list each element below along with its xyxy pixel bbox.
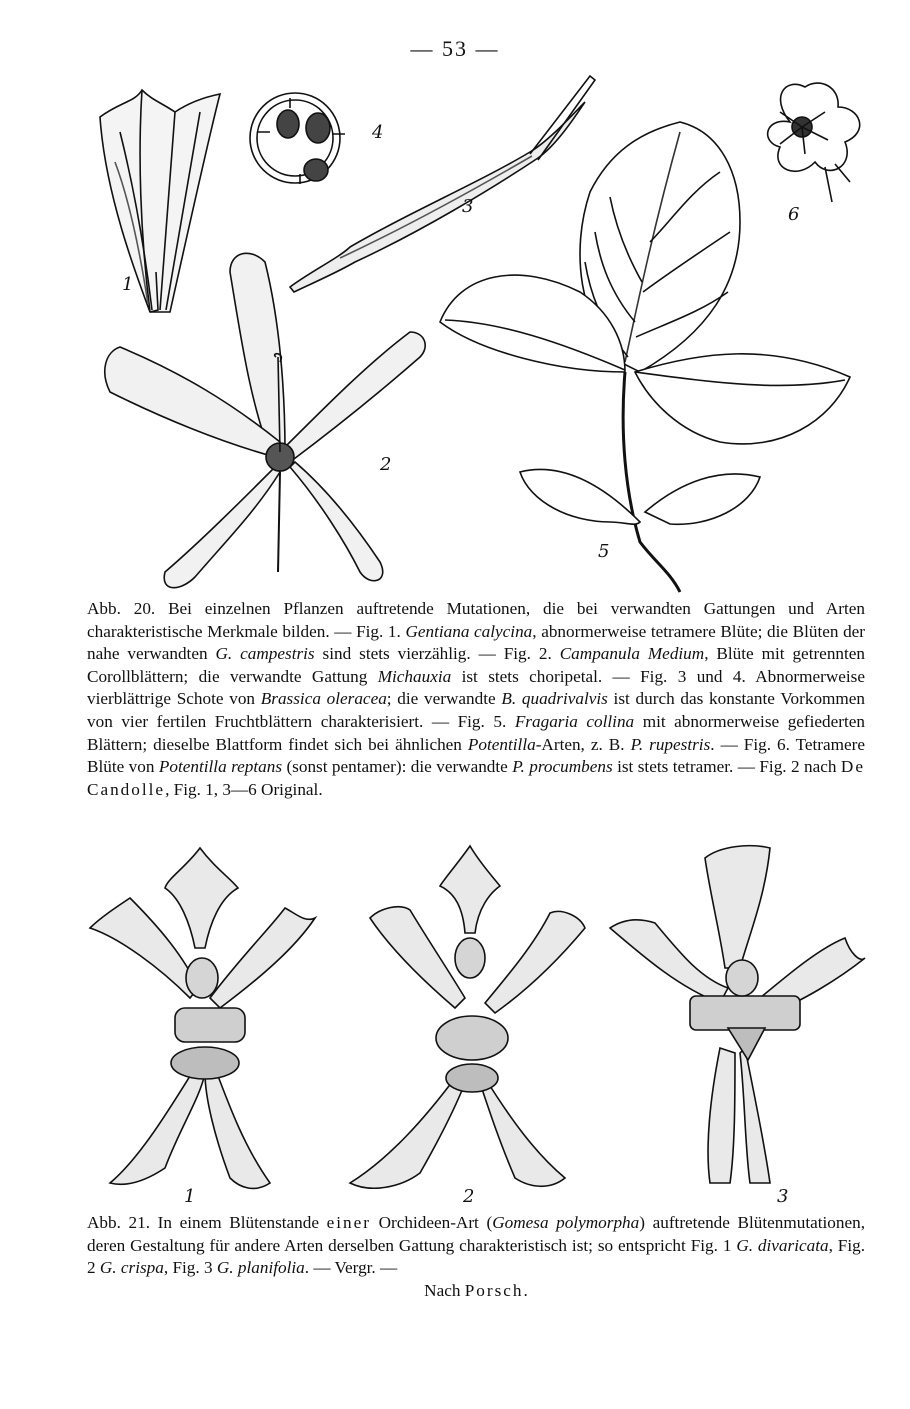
caption21-part: Nach (424, 1280, 465, 1300)
strawberry-leaf-drawing (440, 122, 850, 592)
caption21-part: . — Vergr. — (304, 1258, 398, 1278)
caption20-taxon: Campanula Medium (559, 644, 705, 664)
pod-drawing (290, 76, 595, 292)
caption20-part: -Arten, z. B. (535, 734, 631, 754)
fig21-label-1: 1 (184, 1186, 196, 1207)
caption21-part: ) auftretende Blütenmutationen, deren Gestaltung für andere Arten derselben Gattung charakteristisch ist; so entspricht Fig. 1 (87, 1213, 865, 1255)
caption21-taxon: G. planifolia (216, 1258, 305, 1278)
caption21-part: Abb. 21. In einem Blütenstande (87, 1213, 327, 1232)
caption20-part: , Blüte mit getrennten Corollblättern; die verwandte Gattung (87, 644, 866, 686)
orchid-flower-1-drawing (90, 848, 315, 1188)
caption20-author: De Candolle (87, 757, 865, 799)
caption20-taxon: Gentiana calycina (405, 621, 533, 641)
caption21-taxon: G. divaricata (736, 1235, 829, 1255)
page-number: — 53 — (410, 36, 500, 61)
figure-21-drawing (80, 838, 870, 1208)
caption20-part: , abnormerweise tetramere Blüte; die Blüten der nahe verwandten (87, 621, 866, 664)
caption20-part: Abb. 20. Bei einzelnen Pflanzen auftretende Mutationen, die bei verwandten Gattungen und Arten charakteristische Merkmale bilden. — Fig. 1. (87, 599, 865, 641)
fig20-label-3: 3 (462, 196, 474, 217)
caption20-taxon: Potentilla reptans (158, 757, 283, 777)
caption20-taxon: Brassica oleracea (260, 689, 387, 709)
fig20-label-2: 2 (380, 454, 392, 475)
caption20-part: sind stets vierzählig. — Fig. 2. (314, 644, 560, 664)
caption21-taxon: Gomesa polymorpha (492, 1213, 640, 1232)
caption20-part: mit abnormerweise gefiederten Blättern; dieselbe Blattform findet sich bei ähnlichen (87, 711, 866, 754)
caption20-part: , Fig. 1, 3—6 Original. (165, 779, 323, 799)
caption20-part: . — Fig. 6. Tetramere Blüte von (87, 734, 865, 777)
fig20-label-6: 6 (788, 204, 800, 225)
figure-21-illustration (80, 838, 870, 1208)
caption21-part: , Fig. 3 (163, 1258, 217, 1278)
figure-21-caption (87, 1212, 865, 1302)
caption20-taxon: B. quadrivalvis (501, 689, 608, 709)
caption20-taxon: Fragaria collina (514, 711, 635, 731)
caption21-taxon: G. crispa (99, 1258, 164, 1278)
caption21-last-line (87, 1280, 865, 1303)
caption21-spaced: einer (326, 1213, 371, 1232)
caption20-part: ist durch das konstante Vorkommen von vier fertilen Fruchtblättern charakterisiert. — Fig. 5. (87, 689, 865, 731)
figure-20-caption (87, 598, 865, 801)
orchid-flower-3-drawing (610, 846, 865, 1183)
caption20-part: (sonst pentamer): die verwandte (282, 757, 513, 777)
orchid-flower-2-drawing (350, 846, 585, 1188)
caption20-taxon: P. procumbens (512, 757, 613, 777)
fig20-label-5: 5 (598, 541, 610, 562)
caption20-taxon: P. rupestris (630, 734, 711, 754)
potentilla-flower-drawing (768, 83, 860, 202)
caption21-part: , Fig. 2 (87, 1235, 865, 1278)
fig20-label-1: 1 (122, 274, 134, 295)
caption21-part: Orchideen-Art ( (370, 1213, 493, 1232)
caption21-author: Porsch (464, 1280, 524, 1300)
caption20-part: ; die verwandte (386, 689, 502, 709)
caption20-part: ist stets tetramer. — Fig. 2 nach (612, 757, 841, 777)
figure-20-illustration (80, 72, 870, 602)
caption20-taxon: Potentilla (467, 734, 536, 754)
caption20-taxon: G. campestris (215, 644, 315, 664)
figure-21-labels (184, 1186, 788, 1207)
caption21-part: . (523, 1280, 528, 1300)
fig21-label-2: 2 (463, 1186, 475, 1207)
pod-cross-section-drawing (250, 93, 345, 184)
caption20-part: ist stets choripetal. — Fig. 3 und 4. Abnormerweise vierblättrige Schote von (87, 666, 865, 709)
fig21-label-3: 3 (777, 1186, 789, 1207)
caption20-taxon: Michauxia (377, 666, 452, 686)
gentian-flower-drawing (100, 90, 220, 312)
fig20-label-4: 4 (372, 122, 384, 143)
figure-20-drawing (80, 72, 870, 602)
